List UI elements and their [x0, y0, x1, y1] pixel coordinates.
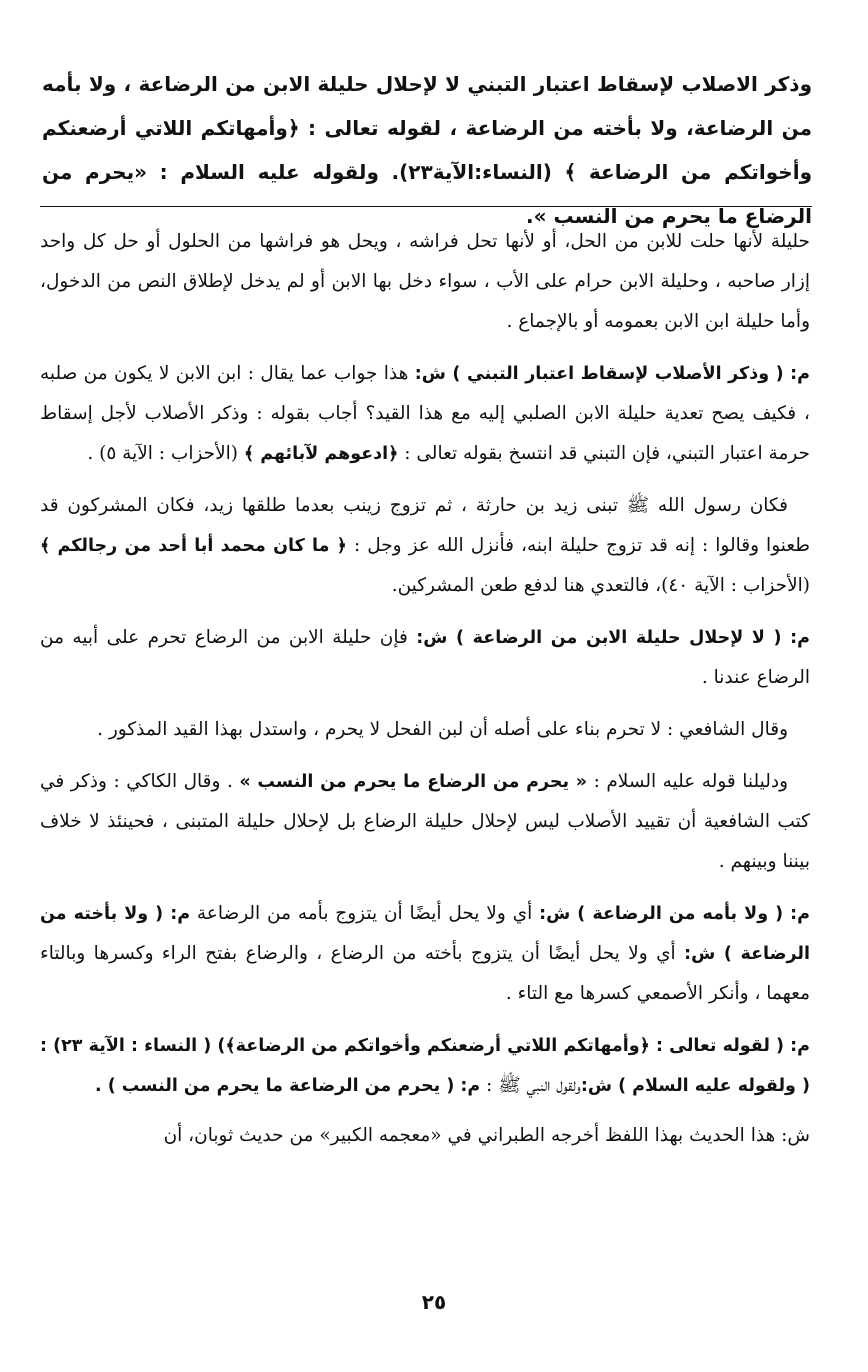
matn-quote: م: ( وذكر الأصلاب لإسقاط اعتبار التبني ) ش:: [414, 364, 810, 384]
commentary-text: فكان رسول الله ﷺ تبنى زيد بن حارثة ، ثم تزوج زينب بعدما طلقها زيد، فكان المشركون قد طعنوا وقالوا : إنه قد تزوج حليلة ابنه، فأنزل الله عز وجل :: [40, 495, 810, 556]
matn-quote: م: ( لا لإحلال حليلة الابن من الرضاعة ) ش:: [416, 628, 810, 648]
matn-quote: م: ( ولا بأمه من الرضاعة ) ش:: [539, 904, 811, 924]
commentary-text: (الأحزاب : الآية ٥) .: [87, 443, 244, 464]
quran-quote: ﴿ادعوهم لآبائهم ﴾: [243, 444, 399, 464]
matn-quote: م: ( لقوله تعالى : ﴿وأمهاتكم اللاتي أرضعنكم وأخواتكم من الرضاعة﴾) ( النساء : الآية ٢٣) :: [40, 1036, 810, 1056]
matn-quote: ( ولقوله عليه السلام ) ش:: [580, 1076, 810, 1096]
page-number: ٢٥: [421, 1290, 447, 1314]
quran-quote: ﴿ ما كان محمد أبا أحد من رجالكم ﴾: [40, 536, 347, 556]
commentary-paragraph: [40, 354, 810, 474]
commentary-text: ولقول النبي ﷺ :: [480, 1075, 581, 1096]
commentary-block: [40, 222, 810, 1168]
footnote-separator: [40, 206, 812, 207]
matn-quote: م: ( ولا بأخته من الرضاعة ) ش:: [40, 904, 810, 964]
commentary-text: (الأحزاب : الآية ٤٠)، فالتعدي هنا لدفع طعن المشركين.: [391, 575, 810, 596]
main-text-block: وذكر الاصلاب لإسقاط اعتبار التبني لا لإحلال حليلة الابن من الرضاعة ، ولا بأمه من الرضاعة، ولا بأخته من الرضاعة ، لقوله تعالى : ﴿وأمهاتكم اللاتي أرضعنكم وأخواتكم من الرضاعة ﴾ (النساء:الآية٢٣). ولقوله عليه السلام : «يحرم من الرضاع ما يحرم من النسب ».: [42, 72, 813, 228]
commentary-text: فإن حليلة الابن من الرضاع تحرم على أبيه من الرضاع عندنا .: [40, 627, 810, 688]
commentary-text: . وقال الكاكي : وذكر في كتب الشافعية أن تقييد الأصلاب ليس لإحلال حليلة الرضاع بل لإحلال حليلة المتبنى ، فحينئذ لا خلاف بيننا وبينهم .: [40, 771, 810, 872]
commentary-text: أي ولا يحل أيضًا أن يتزوج بأخته من الرضاع ، والرضاع بفتح الراء وكسرها وبالتاء معهما ، وأنكر الأصمعي كسرها مع التاء .: [40, 943, 810, 1004]
commentary-text: أي ولا يحل أيضًا أن يتزوج بأمه من الرضاعة: [190, 903, 540, 924]
matn-quote: م: ( يحرم من الرضاعة ما يحرم من النسب ) .: [94, 1076, 481, 1096]
commentary-paragraph: ش: هذا الحديث بهذا اللفظ أخرجه الطبراني في «معجمه الكبير» من حديث ثوبان، أن: [163, 1125, 810, 1146]
commentary-text: ودليلنا قوله عليه السلام :: [587, 771, 789, 792]
commentary-paragraph: [40, 486, 810, 606]
hadith-quote: « يحرم من الرضاع ما يحرم من النسب »: [239, 772, 588, 792]
commentary-paragraph: [40, 1026, 810, 1106]
commentary-paragraph: [40, 762, 810, 882]
commentary-paragraph: [40, 894, 810, 1014]
commentary-paragraph: [40, 618, 810, 698]
commentary-text: هذا جواب عما يقال : ابن الابن لا يكون من صلبه ، فكيف يصح تعدية حليلة الابن الصلبي إليه مع هذا القيد؟ أجاب بقوله : وذكر الأصلاب لأجل إسقاط حرمة اعتبار التبني، فإن التبني قد انتسخ بقوله تعالى :: [40, 363, 810, 464]
commentary-paragraph: حليلة لأنها حلت للابن من الحل، أو لأنها تحل فراشه ، ويحل هو فراشها من الحلول أو حل كل واحد إزار صاحبه ، وحليلة الابن حرام على الأب ، سواء دخل بها الابن أو لم يدخل لإطلاق النص من الدخول، وأما حليلة ابن الابن بعمومه أو بالإجماع .: [40, 231, 810, 332]
commentary-paragraph: وقال الشافعي : لا تحرم بناء على أصله أن لبن الفحل لا يحرم ، واستدل بهذا القيد المذكور .: [97, 719, 788, 740]
